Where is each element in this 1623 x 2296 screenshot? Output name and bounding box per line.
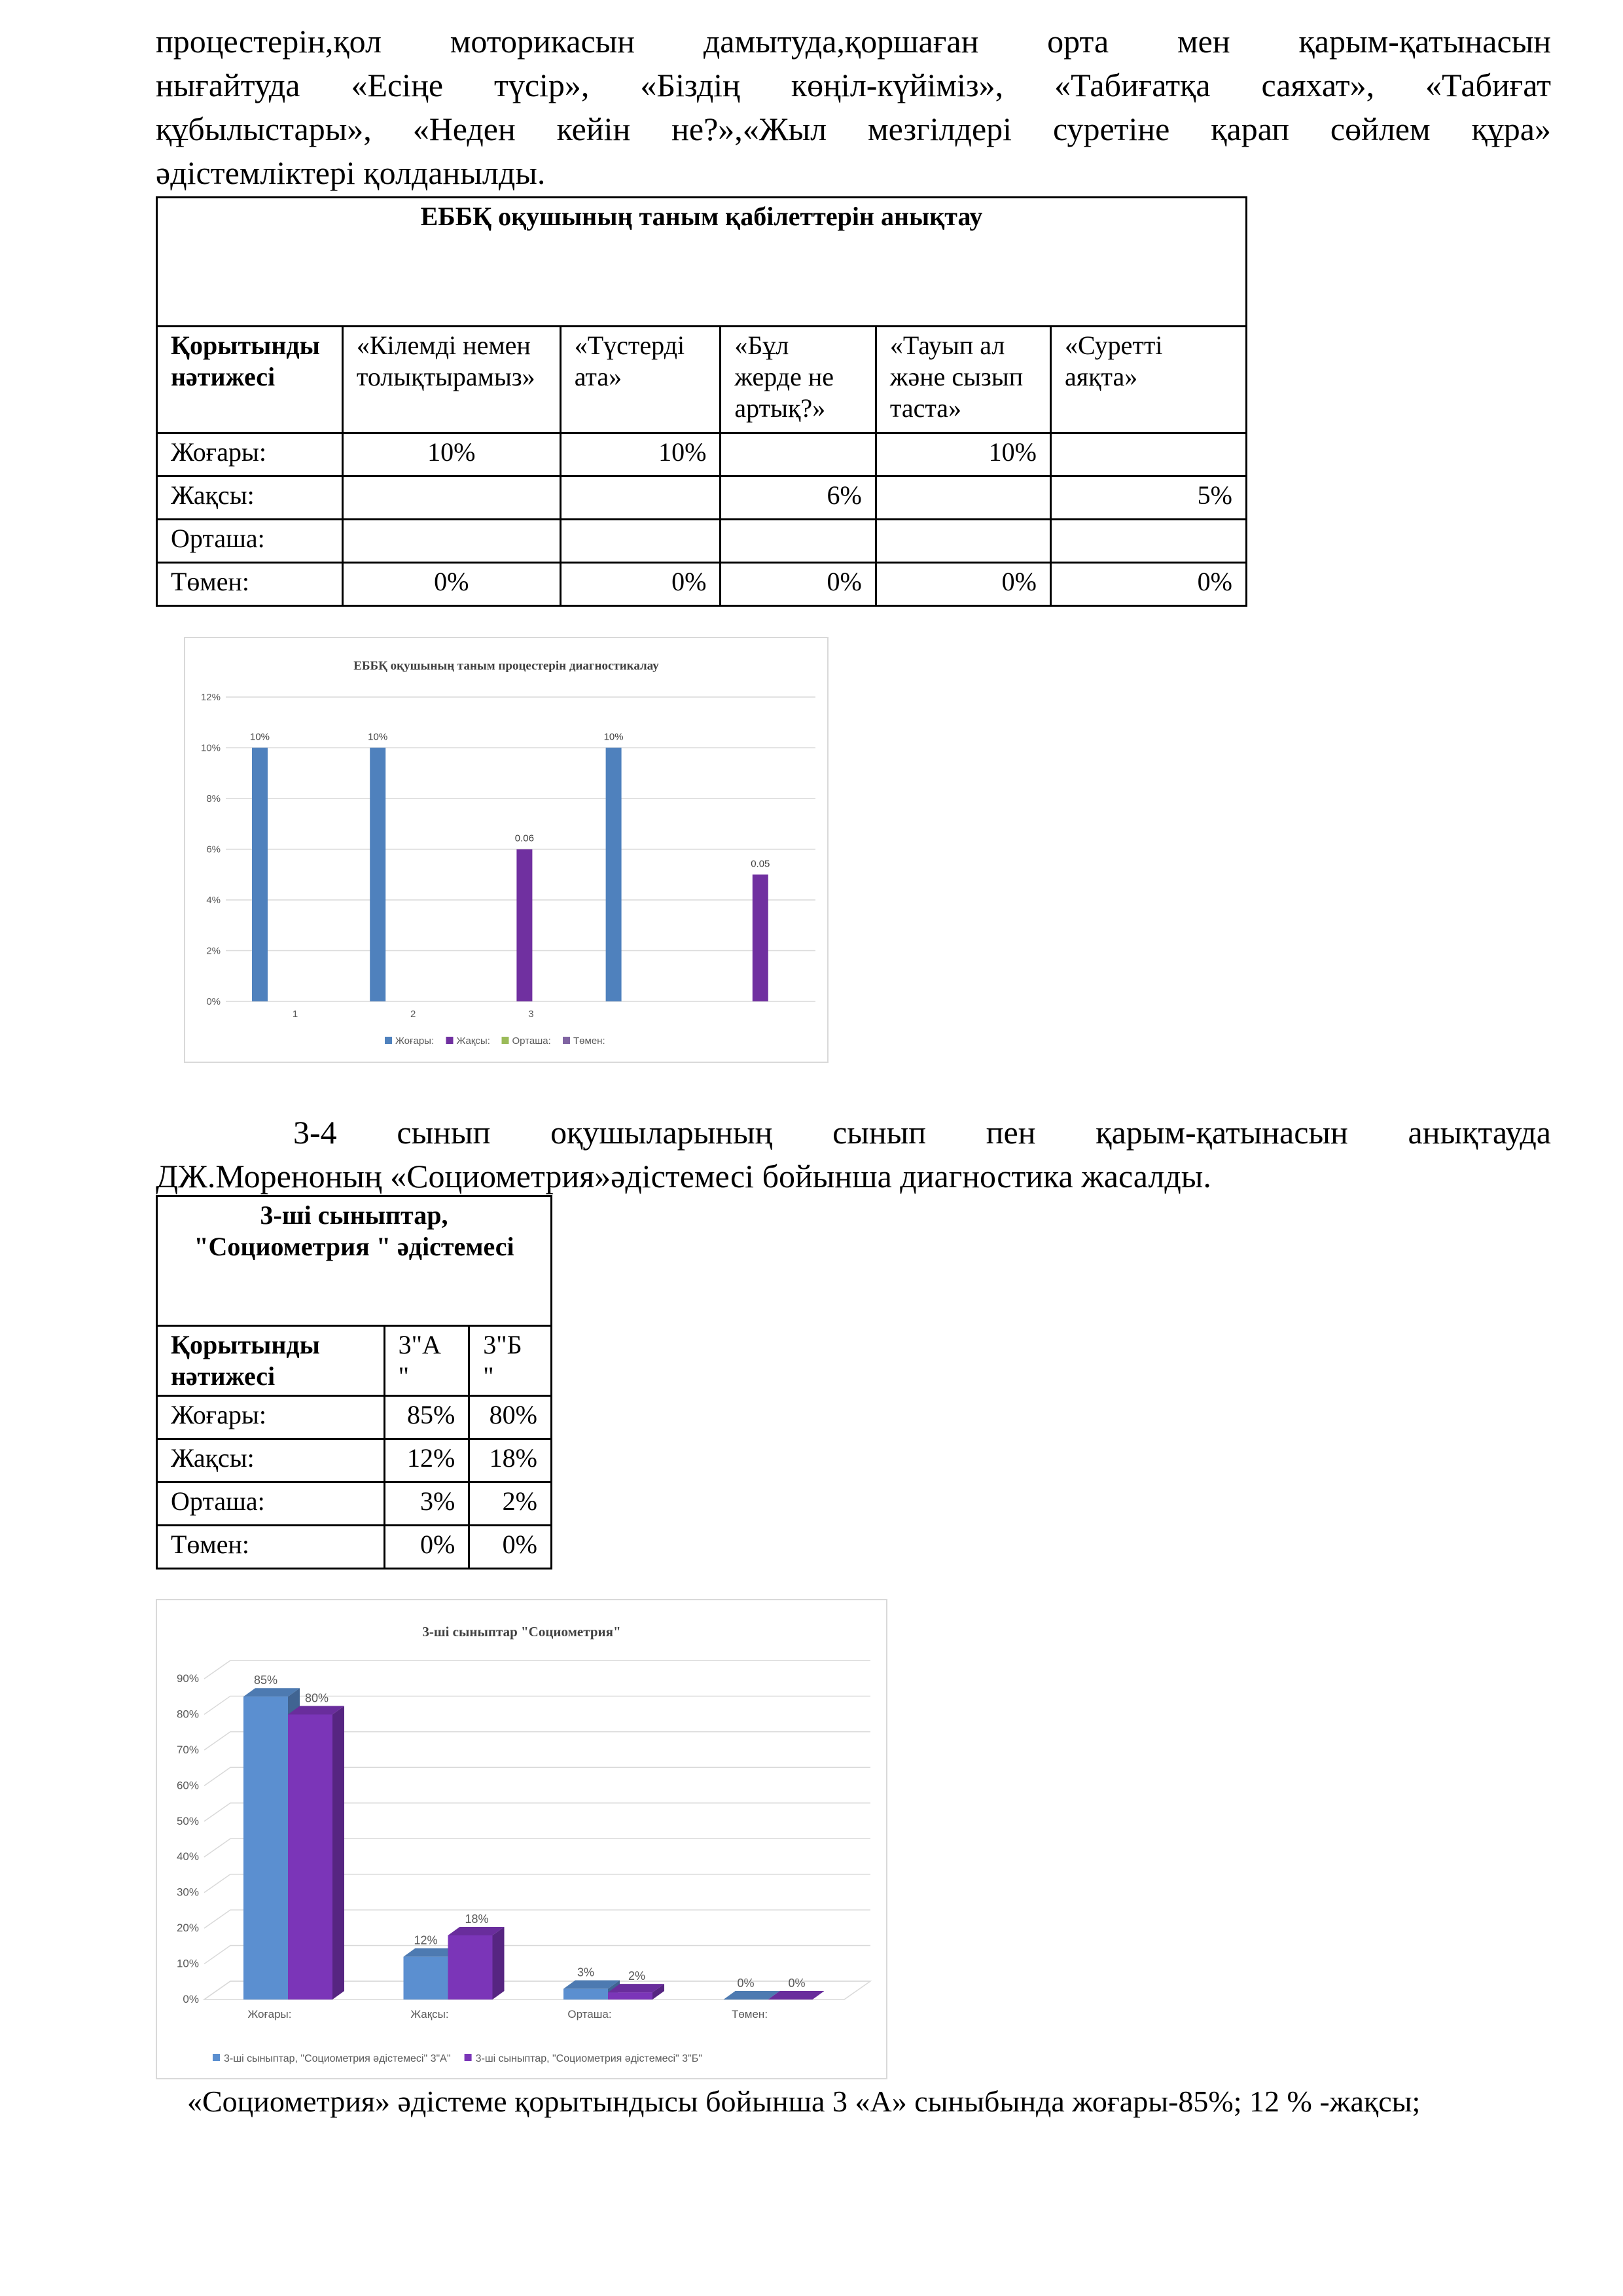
table-cell: 5% <box>1050 476 1246 520</box>
table-cell: 10% <box>560 433 721 476</box>
table-cell: Жоғары: <box>157 1396 385 1439</box>
gridline <box>204 1660 870 1679</box>
table-cell: Жақсы: <box>157 1439 385 1482</box>
bar <box>252 748 268 1002</box>
table-cell <box>1050 433 1246 476</box>
table-row <box>157 520 1247 563</box>
table-cell: 0% <box>469 1526 552 1569</box>
bar-front <box>243 1696 288 2000</box>
table-cell: Орташа: <box>157 1482 385 1526</box>
y-tick-label: 20% <box>176 1922 199 1935</box>
paragraph-line: нығайтуда «Есіңе түсір», «Біздің көңіл-күйіміз», «Табиғатқа саяхат», «Табиғат <box>156 67 1551 103</box>
legend-label: Жоғары: <box>395 1035 435 1047</box>
sociometry-table <box>156 1195 552 1570</box>
table-cell: 18% <box>469 1439 552 1482</box>
table-cell: Төмен: <box>157 1526 385 1569</box>
legend-swatch <box>502 1037 509 1044</box>
chart-1-svg <box>185 638 827 1062</box>
data-label: 3% <box>577 1965 595 1979</box>
table-row <box>157 563 1247 606</box>
x-tick-label: Жоғары: <box>247 2008 292 2020</box>
y-tick-label: 6% <box>206 844 221 855</box>
x-tick-label: 1 <box>292 1009 298 1020</box>
table-cell: 12% <box>384 1439 469 1482</box>
table-cell: 0% <box>384 1526 469 1569</box>
legend-swatch <box>213 2054 220 2061</box>
data-label: 10% <box>368 731 388 743</box>
y-tick-label: 2% <box>206 945 221 957</box>
table-row <box>157 1482 552 1526</box>
y-tick-label: 10% <box>200 742 221 754</box>
bar-front <box>288 1714 332 2000</box>
table-cell <box>721 520 876 563</box>
y-tick-label: 60% <box>176 1779 199 1792</box>
x-tick-label: Орташа: <box>567 2008 612 2020</box>
data-label: 10% <box>249 731 270 743</box>
data-label: 0.06 <box>514 833 535 844</box>
y-tick-label: 50% <box>176 1814 199 1827</box>
bar <box>606 748 622 1002</box>
table-header-cell: «Бұл жерде не артық?» <box>721 327 876 433</box>
y-tick-label: 70% <box>176 1743 199 1756</box>
y-tick-label: 90% <box>176 1672 199 1685</box>
bar <box>753 874 768 1001</box>
y-tick-label: 30% <box>176 1886 199 1899</box>
y-tick-label: 8% <box>206 793 221 804</box>
chart-title: ЕББҚ оқушының таным процестерін диагностикалау <box>353 659 659 673</box>
table-row <box>157 476 1247 520</box>
table-header-cell: Қорытынды нәтижесі <box>157 1326 385 1396</box>
data-label: 10% <box>603 731 624 743</box>
table-cell: 0% <box>560 563 721 606</box>
legend-swatch <box>385 1037 392 1044</box>
table-cell: 0% <box>342 563 560 606</box>
table-cell <box>876 476 1050 520</box>
bar-side <box>493 1927 505 2000</box>
table-header-cell: «Тауып ал және сызып таста» <box>876 327 1050 433</box>
legend-swatch <box>563 1037 570 1044</box>
table-title: ЕББҚ оқушының таным қабілеттерін анықтау <box>157 198 1247 327</box>
paragraph-line: құбылыстары», «Неден кейін не?»,«Жыл мезгілдері суретіне қарап сөйлем құра» <box>156 111 1551 147</box>
y-tick-label: 4% <box>206 895 221 906</box>
legend-label: Орташа: <box>512 1035 551 1047</box>
bar-side <box>332 1706 344 2000</box>
table-cell: 6% <box>721 476 876 520</box>
data-label: 80% <box>304 1691 329 1705</box>
cognitive-abilities-table <box>156 196 1247 607</box>
y-tick-label: 10% <box>176 1957 199 1970</box>
y-tick-label: 0% <box>206 996 221 1007</box>
table-cell: 2% <box>469 1482 552 1526</box>
table-header-cell: 3"А " <box>384 1326 469 1396</box>
x-tick-label: 2 <box>410 1009 416 1020</box>
chart-2-svg <box>157 1600 886 2078</box>
paragraph-line: процестерін,қол моторикасын дамытуда,қоршаған орта мен қарым-қатынасын <box>156 23 1551 60</box>
y-tick-label: 0% <box>183 1993 199 2005</box>
bar-front <box>448 1935 493 2000</box>
table-header-cell: «Түстерді ата» <box>560 327 721 433</box>
table-header-cell: 3"Б " <box>469 1326 552 1396</box>
table-header-cell: Қорытынды нәтижесі <box>157 327 343 433</box>
legend-swatch <box>465 2054 472 2061</box>
legend-label: 3-ші сыныптар, "Социометрия әдістемесі" 3"А" <box>224 2053 451 2064</box>
bar <box>516 850 532 1002</box>
table-title-line: "Социометрия " әдістемесі <box>194 1232 514 1261</box>
bar <box>370 748 385 1002</box>
legend-swatch <box>446 1037 454 1044</box>
table-cell <box>342 476 560 520</box>
table-cell: Орташа: <box>157 520 343 563</box>
table-cell: Төмен: <box>157 563 343 606</box>
paragraph-bottom <box>187 2079 1555 2123</box>
data-label: 2% <box>628 1969 646 1983</box>
table-header-cell: «Кілемді немен толықтырамыз» <box>342 327 560 433</box>
paragraph-line: 3-4 сынып оқушыларының сынып пен қарым-қатынасын анықтауда <box>293 1114 1551 1151</box>
x-tick-label: Жақсы: <box>410 2008 449 2020</box>
table-header-cell: «Суретті аяқта» <box>1050 327 1246 433</box>
table-cell: 10% <box>876 433 1050 476</box>
table-cell: Жақсы: <box>157 476 343 520</box>
y-tick-label: 80% <box>176 1708 199 1721</box>
table-cell <box>560 476 721 520</box>
table-row <box>157 1396 552 1439</box>
table-cell: 85% <box>384 1396 469 1439</box>
chart-title: 3-ші сыныптар "Социометрия" <box>422 1624 621 1640</box>
legend-label: Төмен: <box>573 1035 605 1047</box>
data-label: 0% <box>737 1977 755 1990</box>
data-label: 85% <box>253 1674 278 1687</box>
table-cell: 0% <box>876 563 1050 606</box>
table-cell <box>560 520 721 563</box>
table-cell: 0% <box>1050 563 1246 606</box>
data-label: 12% <box>414 1933 438 1947</box>
data-label: 0% <box>788 1977 806 1990</box>
paragraph-line: ДЖ.Мореноның «Социометрия»әдістемесі бойынша диагностика жасалды. <box>156 1158 1211 1194</box>
paragraph-middle <box>156 1111 1551 1198</box>
x-tick-label: 3 <box>528 1009 534 1020</box>
table-cell: 3% <box>384 1482 469 1526</box>
chart-cognitive-diagnostics <box>184 637 829 1063</box>
paragraph-top <box>156 20 1551 195</box>
bar-front <box>608 1992 652 2000</box>
x-tick-label: Төмен: <box>731 2008 768 2020</box>
data-label: 0.05 <box>751 858 770 870</box>
legend-label: Жақсы: <box>456 1035 490 1047</box>
table-cell: Жоғары: <box>157 433 343 476</box>
table-cell <box>1050 520 1246 563</box>
table-cell <box>721 433 876 476</box>
table-title <box>157 1196 552 1326</box>
bar-front <box>404 1957 448 2000</box>
table-cell: 80% <box>469 1396 552 1439</box>
bar-front <box>563 1989 608 2000</box>
y-tick-label: 40% <box>176 1850 199 1863</box>
table-cell: 10% <box>342 433 560 476</box>
table-cell <box>876 520 1050 563</box>
table-row <box>157 1526 552 1569</box>
table-row <box>157 1439 552 1482</box>
data-label: 18% <box>465 1912 489 1926</box>
paragraph-line: әдістемліктері қолданылды. <box>156 154 546 191</box>
y-tick-label: 12% <box>200 692 221 703</box>
table-cell <box>342 520 560 563</box>
legend-label: 3-ші сыныптар, "Социометрия әдістемесі" 3"Б" <box>475 2053 702 2064</box>
table-title-line: 3-ші сыныптар, <box>260 1200 448 1230</box>
table-row <box>157 433 1247 476</box>
paragraph-line: «Социометрия» әдістеме қорытындысы бойынша 3 «А» сыныбында жоғары-85%; 12 % -жақсы; <box>187 2085 1421 2118</box>
table-cell: 0% <box>721 563 876 606</box>
chart-sociometry <box>156 1599 887 2079</box>
